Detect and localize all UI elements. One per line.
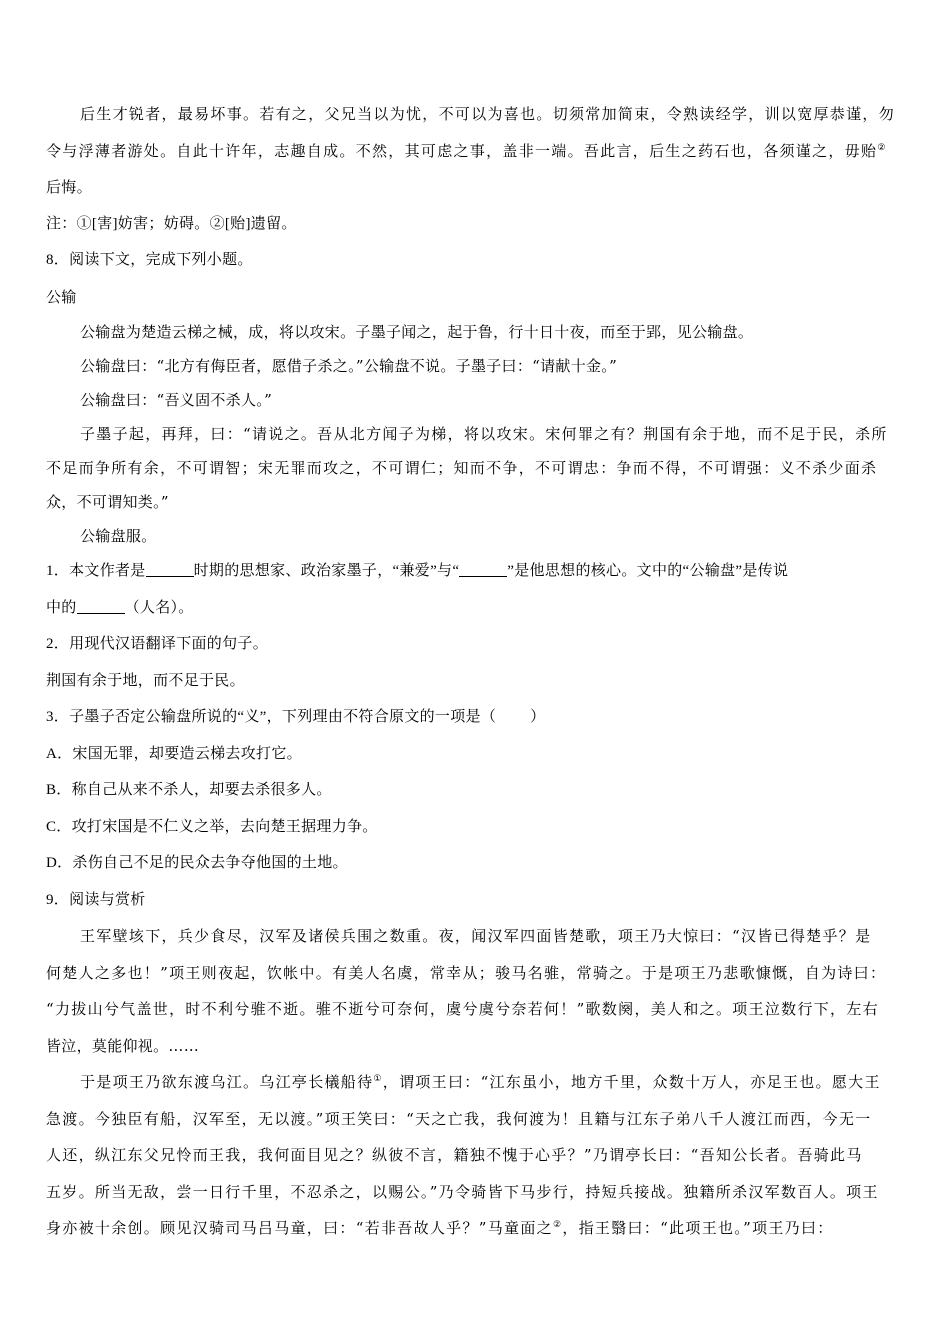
passage-line: “力拔山兮气盖世，时不利兮骓不逝。骓不逝兮可奈何，虞兮虞兮奈若何！”歌数阕，美人和之。项王泣数行下，左右 [46,1000,879,1018]
passage-paragraph: 公输盘服。 [80,527,157,545]
passage-line-text: 于是项王乃欲东渡乌江。乌江亭长檥船待 [80,1073,374,1091]
footnote: 注：①[害]妨害；妨碍。②[贻]遗留。 [46,215,297,232]
passage-line: 后生才锐者，最易坏事。若有之，父兄当以为忧，不可以为喜也。切须常加简束，令熟读经学，训以宽厚恭谨，勿 [80,105,896,123]
answer-blank[interactable] [77,599,125,614]
passage-line: 何楚人之多也！”项王则夜起，饮帐中。有美人名虞，常幸从；骏马名骓，常骑之。于是项王乃悲歌慷慨，自为诗曰： [46,963,887,982]
answer-blank[interactable] [146,562,194,577]
sub-question-text: 时期的思想家、政治家墨子，“兼爱”与“ [193,563,460,579]
question-heading: 9．阅读与赏析 [46,891,146,908]
passage-line: 子墨子起，再拜，曰：“请说之。吾从北方闻子为梯，将以攻宋。宋何罪之有？荆国有余于地，而不足于民，杀所 [80,425,888,443]
passage-paragraph: 公输盘为楚造云梯之械，成，将以攻宋。子墨子闻之，起于鲁，行十日十夜，而至于郢，见公输盘。 [80,323,754,341]
translate-sentence: 荆国有余于地，而不足于民。 [46,672,245,689]
passage-paragraph: 公输盘曰：“吾义固不杀人。” [80,391,273,409]
option-c[interactable]: C．攻打宋国是不仁义之举，去向楚王据理力争。 [46,818,378,835]
sub-question-3 [46,699,904,736]
passage-line: 后悔。 [46,178,92,196]
sub-question-text: 中的 [46,599,77,616]
sub-question-text: ） [530,709,546,725]
question-8 [46,242,904,882]
sub-question-1-cont [46,590,904,627]
option-d[interactable]: D．杀伤自己不足的民众去争夺他国的土地。 [46,855,348,871]
sub-question-2: 2．用现代汉语翻译下面的句子。 [46,636,269,652]
sub-question-text: （人名）。 [124,599,194,616]
passage-7-tail [46,96,904,242]
passage-line [46,133,904,170]
passage-line: 急渡。今独臣有船，汉军至，无以渡。”项王笑曰：“天之亡我，我何渡为！且籍与江东子弟八千人渡江而西，今无一 [46,1109,872,1128]
sub-question-text: 1．本文作者是 [46,563,146,579]
option-a[interactable]: A．宋国无罪，却要造云梯去攻打它。 [46,745,302,762]
passage-line [46,1210,904,1247]
passage-line-text: 令与浮薄者游处。自此十许年，志趣自成。不然，其可虑之事，盖非一端。吾此言，后生之药石也，各须谨之，毋贻 [46,141,878,160]
passage-line-text: 身亦被十余创。顾见汉骑司马吕马童，曰：“若非吾故人乎？”马童面之 [46,1219,553,1237]
option-b[interactable]: B．称自己从来不杀人，却要去杀很多人。 [46,782,332,798]
footnote-marker: ② [552,1220,563,1230]
passage-line: 不足而争所有余，不可谓智；宋无罪而攻之，不可谓仁；知而不争，不可谓忠：争而不得，不可谓强：义不杀少面杀 [46,459,878,477]
sub-question-text: ”是他思想的核心。文中的“公输盘”是传说 [507,563,789,579]
footnote-marker: ① [373,1074,383,1084]
sub-question-text: 3．子墨子否定公输盘所说的“义”，下列理由不符合原文的一项是（ [46,709,497,725]
question-heading: 8．阅读下文，完成下列小题。 [46,252,253,268]
passage-title: 公输 [46,287,77,306]
passage-line: 人还，纵江东父兄怜而王我，我何面目见之？纵彼不言，籍独不愧于心乎？”乃谓亭长曰：“吾知公长者。吾骑此马 [46,1146,863,1164]
passage-paragraph: 公输盘曰：“北方有侮臣者，愿借子杀之。”公输盘不说。子墨子曰：“请献十金。” [80,357,618,375]
passage-line-text: ，指王翳曰：“此项王也。”项王乃曰： [562,1219,834,1237]
passage-line [46,1064,904,1101]
sub-question-1 [46,553,904,590]
question-9 [46,882,904,1247]
passage-line: 五岁。所当无敌，尝一日行千里，不忍杀之，以赐公。”乃令骑皆下马步行，持短兵接战。独籍所杀汉军数百人。项王 [46,1182,879,1201]
passage-line: 众，不可谓知类。” [46,493,169,511]
passage-line: 王军壁垓下，兵少食尽，汉军及诸侯兵围之数重。夜，闻汉军四面皆楚歌，项王乃大惊曰：“汉皆已得楚乎？是 [80,927,872,945]
passage-line: 皆泣，莫能仰视。…… [46,1036,200,1055]
answer-blank[interactable] [459,562,507,577]
passage-line-text: ，谓项王曰：“江东虽小，地方千里，众数十万人，亦足王也。愿大王 [382,1073,881,1091]
footnote-marker: ② [877,142,887,153]
